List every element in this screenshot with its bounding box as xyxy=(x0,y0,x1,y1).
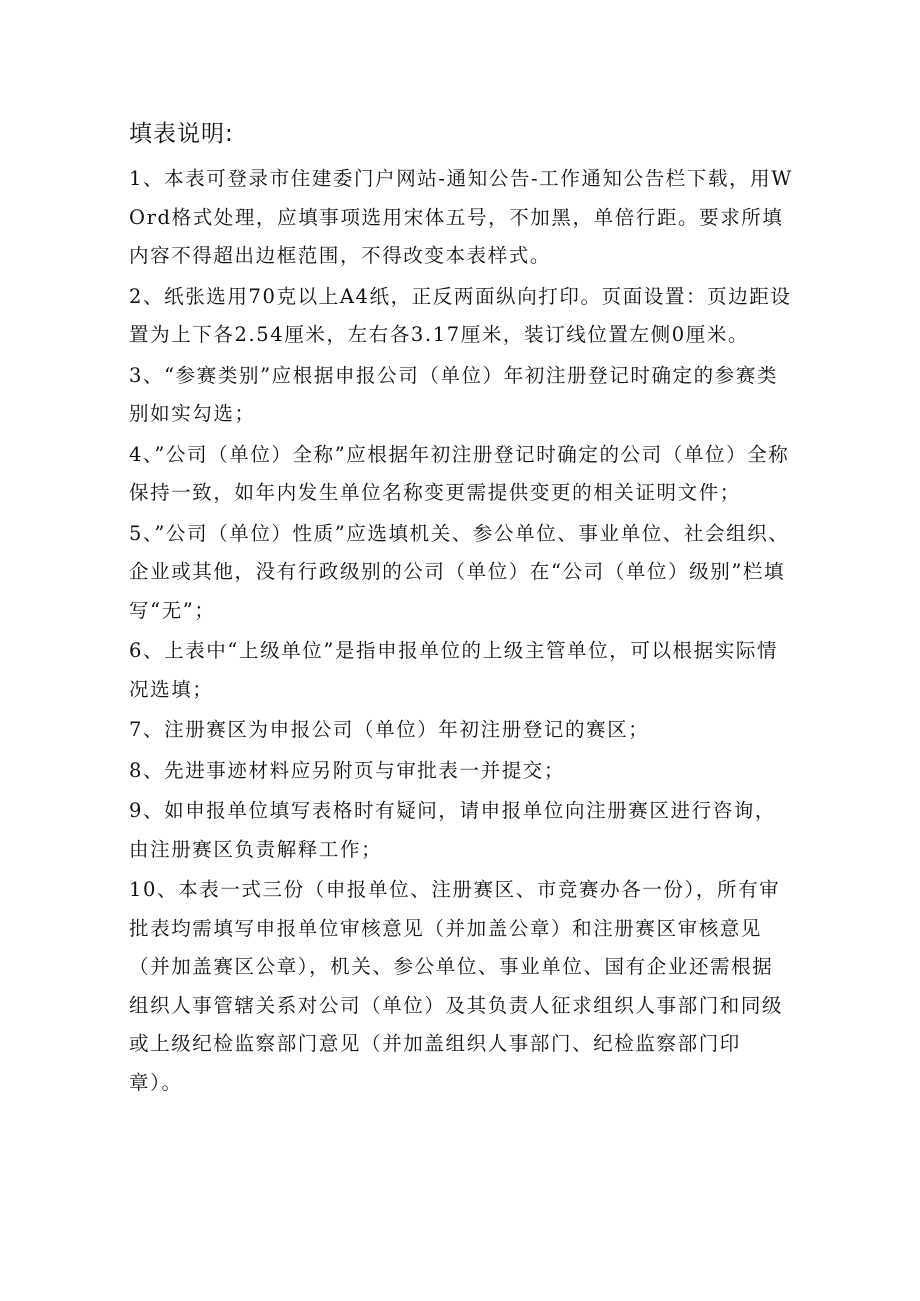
instruction-item-9: 9、如申报单位填写表格时有疑问，请申报单位向注册赛区进行咨询，由注册赛区负责解释工作； xyxy=(129,799,777,861)
instruction-item-3: 3、“参赛类别”应根据申报公司（单位）年初注册登记时确定的参赛类别如实勾选； xyxy=(129,363,779,425)
instruction-item-7: 7、注册赛区为申报公司（单位）年初注册登记的赛区； xyxy=(129,718,650,741)
instruction-item-8: 8、先进事迹材料应另附页与审批表一并提交； xyxy=(129,758,566,782)
instruction-list xyxy=(129,160,794,1104)
page-title: 填表说明: xyxy=(129,121,234,147)
instruction-item-10: 10、本表一式三份（申报单位、注册赛区、市竞赛办各一份），所有审批表均需填写申报单位审核意见（并加盖公章）和注册赛区审核意见（并加盖赛区公章），机关、参公单位、事业单位、国有企业还需根据组织人事管辖关系对公司（单位）及其负责人征求组织人事部门和同级或上级纪检监察部门意见（并加盖组织人事部门、纪检监察部门印章）。 xyxy=(129,878,784,1094)
instruction-item-5: 5、”公司（单位）性质”应选填机关、参公单位、事业单位、社会组织、企业或其他，没有行政级别的公司（单位）在“公司（单位）级别”栏填写“无”； xyxy=(129,521,790,622)
instruction-item-6: 6、上表中“上级单位”是指申报单位的上级主管单位，可以根据实际情况选填； xyxy=(129,639,779,701)
instruction-item-1: 1、本表可登录市住建委门户网站-通知公告-工作通知公告栏下载，用WOrd格式处理，应填事项选用宋体五号，不加黑，单倍行距。要求所填内容不得超出边框范围，不得改变本表样式。 xyxy=(129,167,793,267)
instruction-item-2: 2、纸张选用70克以上A4纸，正反两面纵向打印。页面设置：页边距设置为上下各2.54厘米，左右各3.17厘米，装订线位置左侧0厘米。 xyxy=(129,284,792,346)
instruction-item-4: 4、”公司（单位）全称”应根据年初注册登记时确定的公司（单位）全称保持一致，如年内发生单位名称变更需提供变更的相关证明文件； xyxy=(129,442,790,504)
